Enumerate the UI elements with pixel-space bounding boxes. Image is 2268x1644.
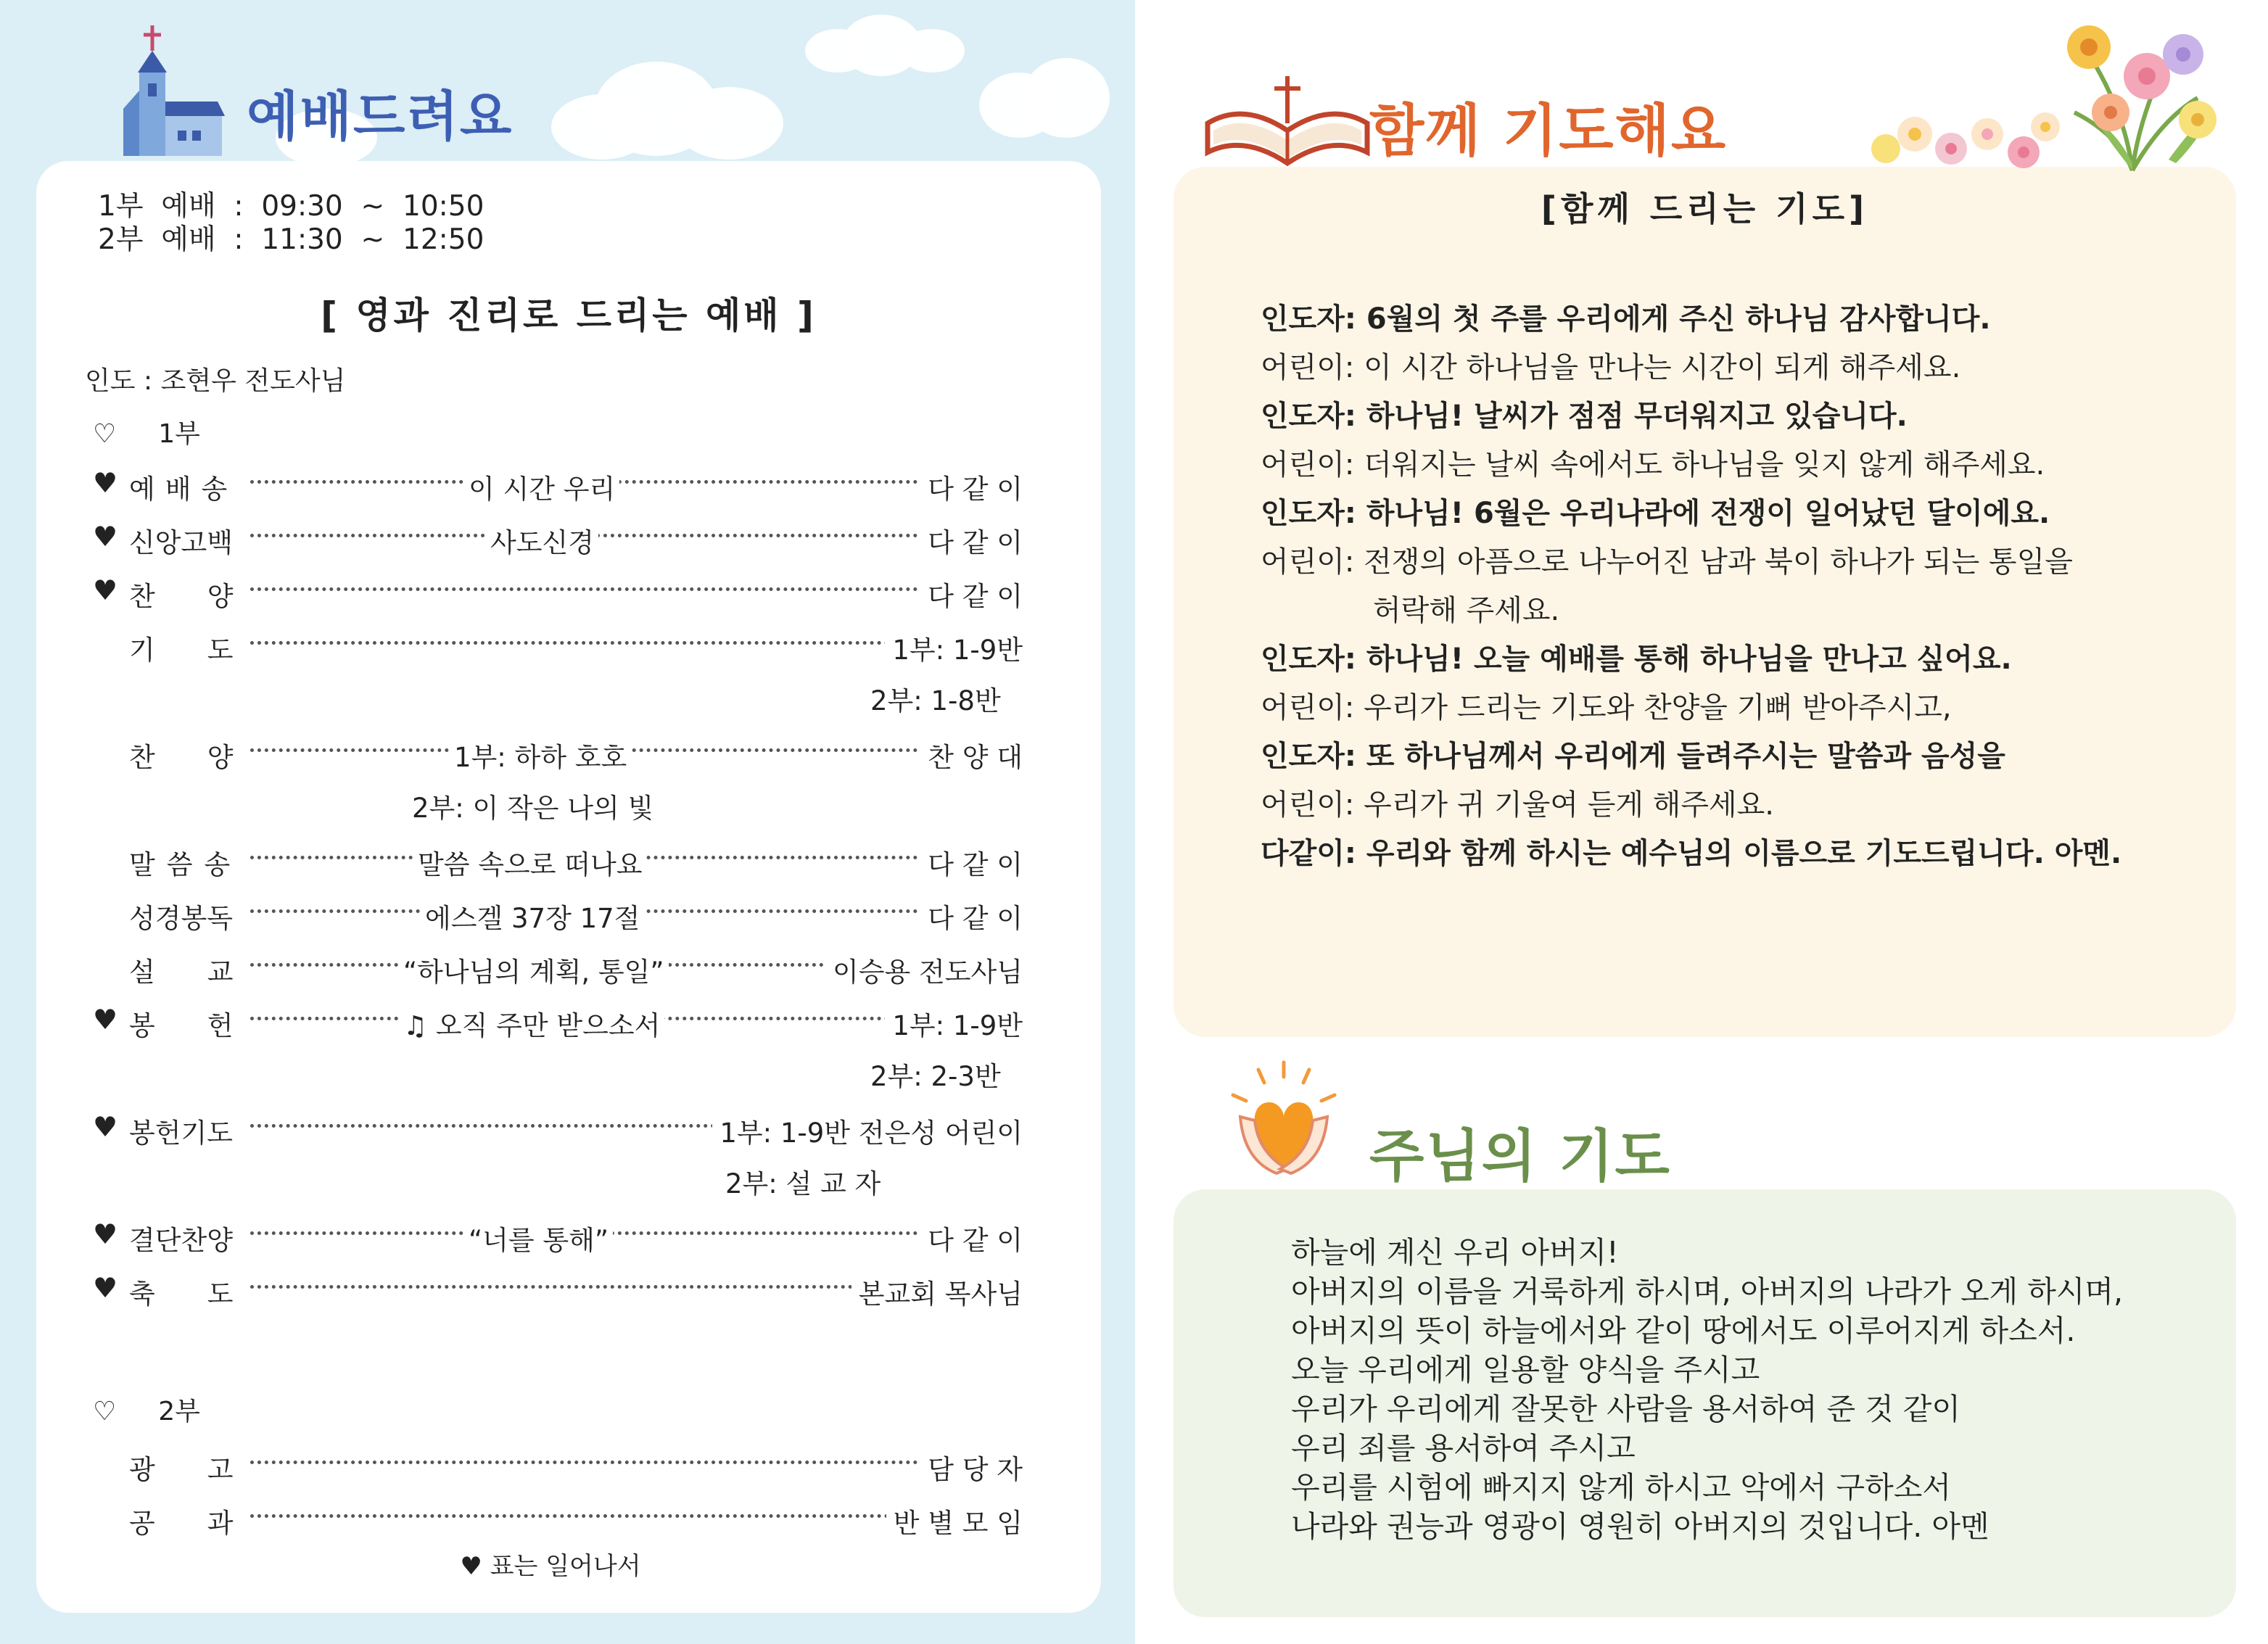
- order-item-name: 봉헌: [129, 1010, 286, 1041]
- order-row-praise: [87, 571, 1023, 611]
- order-item-name: 결단찬양: [129, 1225, 233, 1256]
- prayer-text: 이 시간 하나님을 만나는 시간이 되게 해주세요.: [1364, 351, 1961, 384]
- shared-prayer-heading: [함께 드리는 기도]: [1541, 189, 1869, 228]
- heart-icon: ♥: [93, 467, 118, 499]
- heart-icon: ♥: [93, 1272, 118, 1304]
- schedule-line-2: 2부 예배 : 11:30 ~ 12:50: [98, 223, 484, 256]
- order-item-name: 공과: [129, 1508, 286, 1539]
- heart-outline-icon: ♡: [93, 1397, 117, 1426]
- order-row-scripture: [87, 893, 1023, 933]
- order-row-commitment-song: [87, 1215, 1023, 1255]
- dot-leader: [250, 1461, 947, 1464]
- prayer-speaker: 다같이:: [1261, 837, 1356, 870]
- prayer-speaker: 인도자:: [1261, 643, 1356, 676]
- prayer-line: [1261, 296, 2203, 337]
- heart-icon: ♥: [93, 1004, 118, 1036]
- dot-leader: [250, 1285, 917, 1289]
- order-item-performer: 다 같 이: [920, 896, 1023, 935]
- order-item-performer: 본교회 목사님: [851, 1272, 1023, 1311]
- dot-leader: [250, 1514, 947, 1518]
- prayer-text: 또 하나님께서 우리에게 들려주시는 말씀과 음성을: [1366, 740, 2005, 773]
- order-item-performer: 다 같 이: [920, 467, 1023, 506]
- prayer-speaker: 어린이:: [1261, 351, 1355, 384]
- order-row-offering-prayer: [87, 1108, 1023, 1147]
- order-item-performer: 찬 양 대: [920, 735, 1023, 775]
- lords-prayer-text: 하늘에 계신 우리 아버지! 아버지의 이름을 거룩하게 하시며, 아버지의 나라가 오게 하시며, 아버지의 뜻이 하늘에서와 같이 땅에서도 이루어지게 하소서. 오늘 우리에게 일용할 양식을 주시고 우리가 우리에게 잘못한 사람을 용서하여 준 것 같이 우리 죄를 용서하여 주시고 우리를 시험에 빠지지 않게 하시고 악에서 구하소서 나라와 권능과 영광이 영원히 아버지의 것입니다. 아멘: [1291, 1235, 2124, 1544]
- prayer-line: [1261, 830, 2203, 872]
- order-item-performer: 1부: 1-9반: [885, 1004, 1023, 1043]
- prayer-text: 우리가 드리는 기도와 찬양을 기뻐 받아주시고,: [1364, 691, 1952, 724]
- lords-prayer-title: 주님의 기도: [1369, 1124, 1671, 1189]
- order-item-content: “너를 통해”: [464, 1218, 613, 1257]
- order-item-performer: 다 같 이: [920, 843, 1023, 882]
- heart-icon: ♥: [93, 521, 118, 553]
- worship-section-title: [ 영과 진리로 드리는 예배 ]: [321, 294, 817, 336]
- order-item-performer: 이승용 전도사님: [825, 950, 1023, 989]
- worship-leader: 인도 : 조현우 전도사님: [85, 366, 346, 396]
- order-row-word-song: [87, 840, 1023, 879]
- order-item-name: 성경봉독: [129, 903, 233, 934]
- order-item-content: 사도신경: [486, 521, 598, 560]
- part2-heading: [93, 1391, 200, 1428]
- prayer-line: [1261, 490, 2203, 532]
- part1-heading: [93, 413, 200, 450]
- stand-up-note: ♥ 표는 일어나서: [460, 1552, 641, 1581]
- schedule-line-1: 1부 예배 : 09:30 ~ 10:50: [98, 190, 484, 223]
- order-row-offering: [87, 1001, 1023, 1040]
- left-page-title: 예배드려요: [247, 86, 514, 148]
- service-times: [98, 190, 484, 257]
- prayer-line: [1261, 636, 2203, 677]
- order-item-performer: 담 당 자: [920, 1447, 1023, 1487]
- order-item-name: 광고: [129, 1454, 286, 1485]
- flowers-icon: [1857, 11, 2234, 174]
- heart-hands-icon: [1218, 1059, 1349, 1182]
- prayer-part2: 2부: 1-8반: [870, 685, 1001, 716]
- prayer-text: 더워지는 날씨 속에서도 하나님을 잊지 않게 해주세요.: [1364, 448, 2045, 482]
- prayer-text: 하나님! 6월은 우리나라에 전쟁이 일어났던 달이에요.: [1366, 497, 2050, 530]
- order-item-performer: 반 별 모 임: [886, 1501, 1023, 1540]
- heart-outline-icon: ♡: [93, 419, 117, 449]
- order-item-name: 기도: [129, 635, 286, 666]
- prayer-line: [1261, 442, 2203, 483]
- order-row-lesson: [87, 1498, 1023, 1537]
- prayer-line: [1261, 344, 2203, 386]
- order-row-announcements: [87, 1445, 1023, 1484]
- dot-leader: [250, 641, 939, 645]
- prayer-line: [1261, 587, 2203, 629]
- order-row-creed: [87, 518, 1023, 557]
- prayer-speaker: 인도자:: [1261, 302, 1356, 336]
- prayer-line: [1261, 782, 2203, 823]
- order-item-name: 예배송: [129, 474, 238, 505]
- prayer-text: 우리와 함께 하시는 예수님의 이름으로 기도드립니다. 아멘.: [1366, 837, 2122, 870]
- order-item-performer: 다 같 이: [920, 521, 1023, 560]
- offering-part2: 2부: 2-3반: [870, 1061, 1001, 1092]
- order-item-name: 축도: [129, 1279, 286, 1310]
- order-item-content: 말씀 속으로 떠나요: [413, 843, 646, 882]
- dot-leader: [250, 587, 947, 591]
- prayer-text: 하나님! 오늘 예배를 통해 하나님을 만나고 싶어요.: [1366, 643, 2012, 676]
- order-item-performer: 다 같 이: [920, 574, 1023, 614]
- offering-prayer-part2: 2부: 설 교 자: [725, 1168, 881, 1199]
- prayer-speaker: 인도자:: [1261, 740, 1356, 773]
- prayer-speaker: 어린이:: [1261, 788, 1355, 822]
- prayer-text: 전쟁의 아픔으로 나누어진 남과 북이 하나가 되는 통일을: [1364, 545, 2073, 579]
- order-item-name: 말씀송: [129, 849, 242, 880]
- prayer-speaker: 어린이:: [1261, 545, 1355, 579]
- bible-icon: [1200, 73, 1374, 189]
- prayer-text: 우리가 귀 기울여 듣게 해주세요.: [1364, 788, 1775, 822]
- order-item-name: 찬양: [129, 581, 286, 612]
- order-item-name: 찬양: [129, 742, 286, 773]
- order-row-prayer: [87, 625, 1023, 664]
- order-item-content: ♫ 오직 주만 받으소서: [399, 1004, 664, 1043]
- order-row-sermon: [87, 947, 1023, 986]
- prayer-line: [1261, 685, 2203, 726]
- prayer-speaker: 어린이:: [1261, 691, 1355, 724]
- dot-leader: [250, 534, 947, 537]
- prayer-text: 허락해 주세요.: [1373, 594, 1560, 627]
- prayer-line: [1261, 733, 2203, 775]
- prayer-line: [1261, 539, 2203, 580]
- order-item-content: “하나님의 계획, 통일”: [399, 950, 669, 989]
- prayer-speaker: 인도자:: [1261, 497, 1356, 530]
- order-row-choir: [87, 732, 1023, 772]
- choir-part2-song: 2부: 이 작은 나의 빛: [412, 793, 654, 824]
- order-item-name: 봉헌기도: [129, 1118, 233, 1149]
- order-item-performer: 다 같 이: [920, 1218, 1023, 1257]
- prayer-text: 하나님! 날씨가 점점 무더워지고 있습니다.: [1366, 400, 1908, 433]
- order-item-performer: 1부: 1-9반: [885, 628, 1023, 667]
- order-row-opening-song: [87, 464, 1023, 503]
- order-item-content: 에스겔 37장 17절: [421, 896, 644, 935]
- prayer-page-title: 함께 기도해요: [1369, 99, 1728, 164]
- part2-label: 2부: [158, 1397, 200, 1426]
- church-icon: [116, 22, 232, 160]
- prayer-speaker: 어린이:: [1261, 448, 1355, 482]
- order-row-benediction: [87, 1269, 1023, 1308]
- heart-icon: ♥: [93, 1218, 118, 1250]
- order-item-content: 1부: 하하 호호: [450, 735, 631, 775]
- order-item-performer: 1부: 1-9반 전은성 어린이: [712, 1111, 1023, 1150]
- prayer-line: [1261, 393, 2203, 434]
- order-item-name: 신앙고백: [129, 527, 233, 558]
- heart-icon: ♥: [93, 574, 118, 606]
- prayer-speaker: 인도자:: [1261, 400, 1356, 433]
- heart-icon: ♥: [93, 1111, 118, 1143]
- part1-label: 1부: [158, 419, 200, 449]
- order-item-name: 설교: [129, 957, 286, 988]
- order-item-content: 이 시간 우리: [464, 467, 619, 506]
- prayer-text: 6월의 첫 주를 우리에게 주신 하나님 감사합니다.: [1366, 302, 1991, 336]
